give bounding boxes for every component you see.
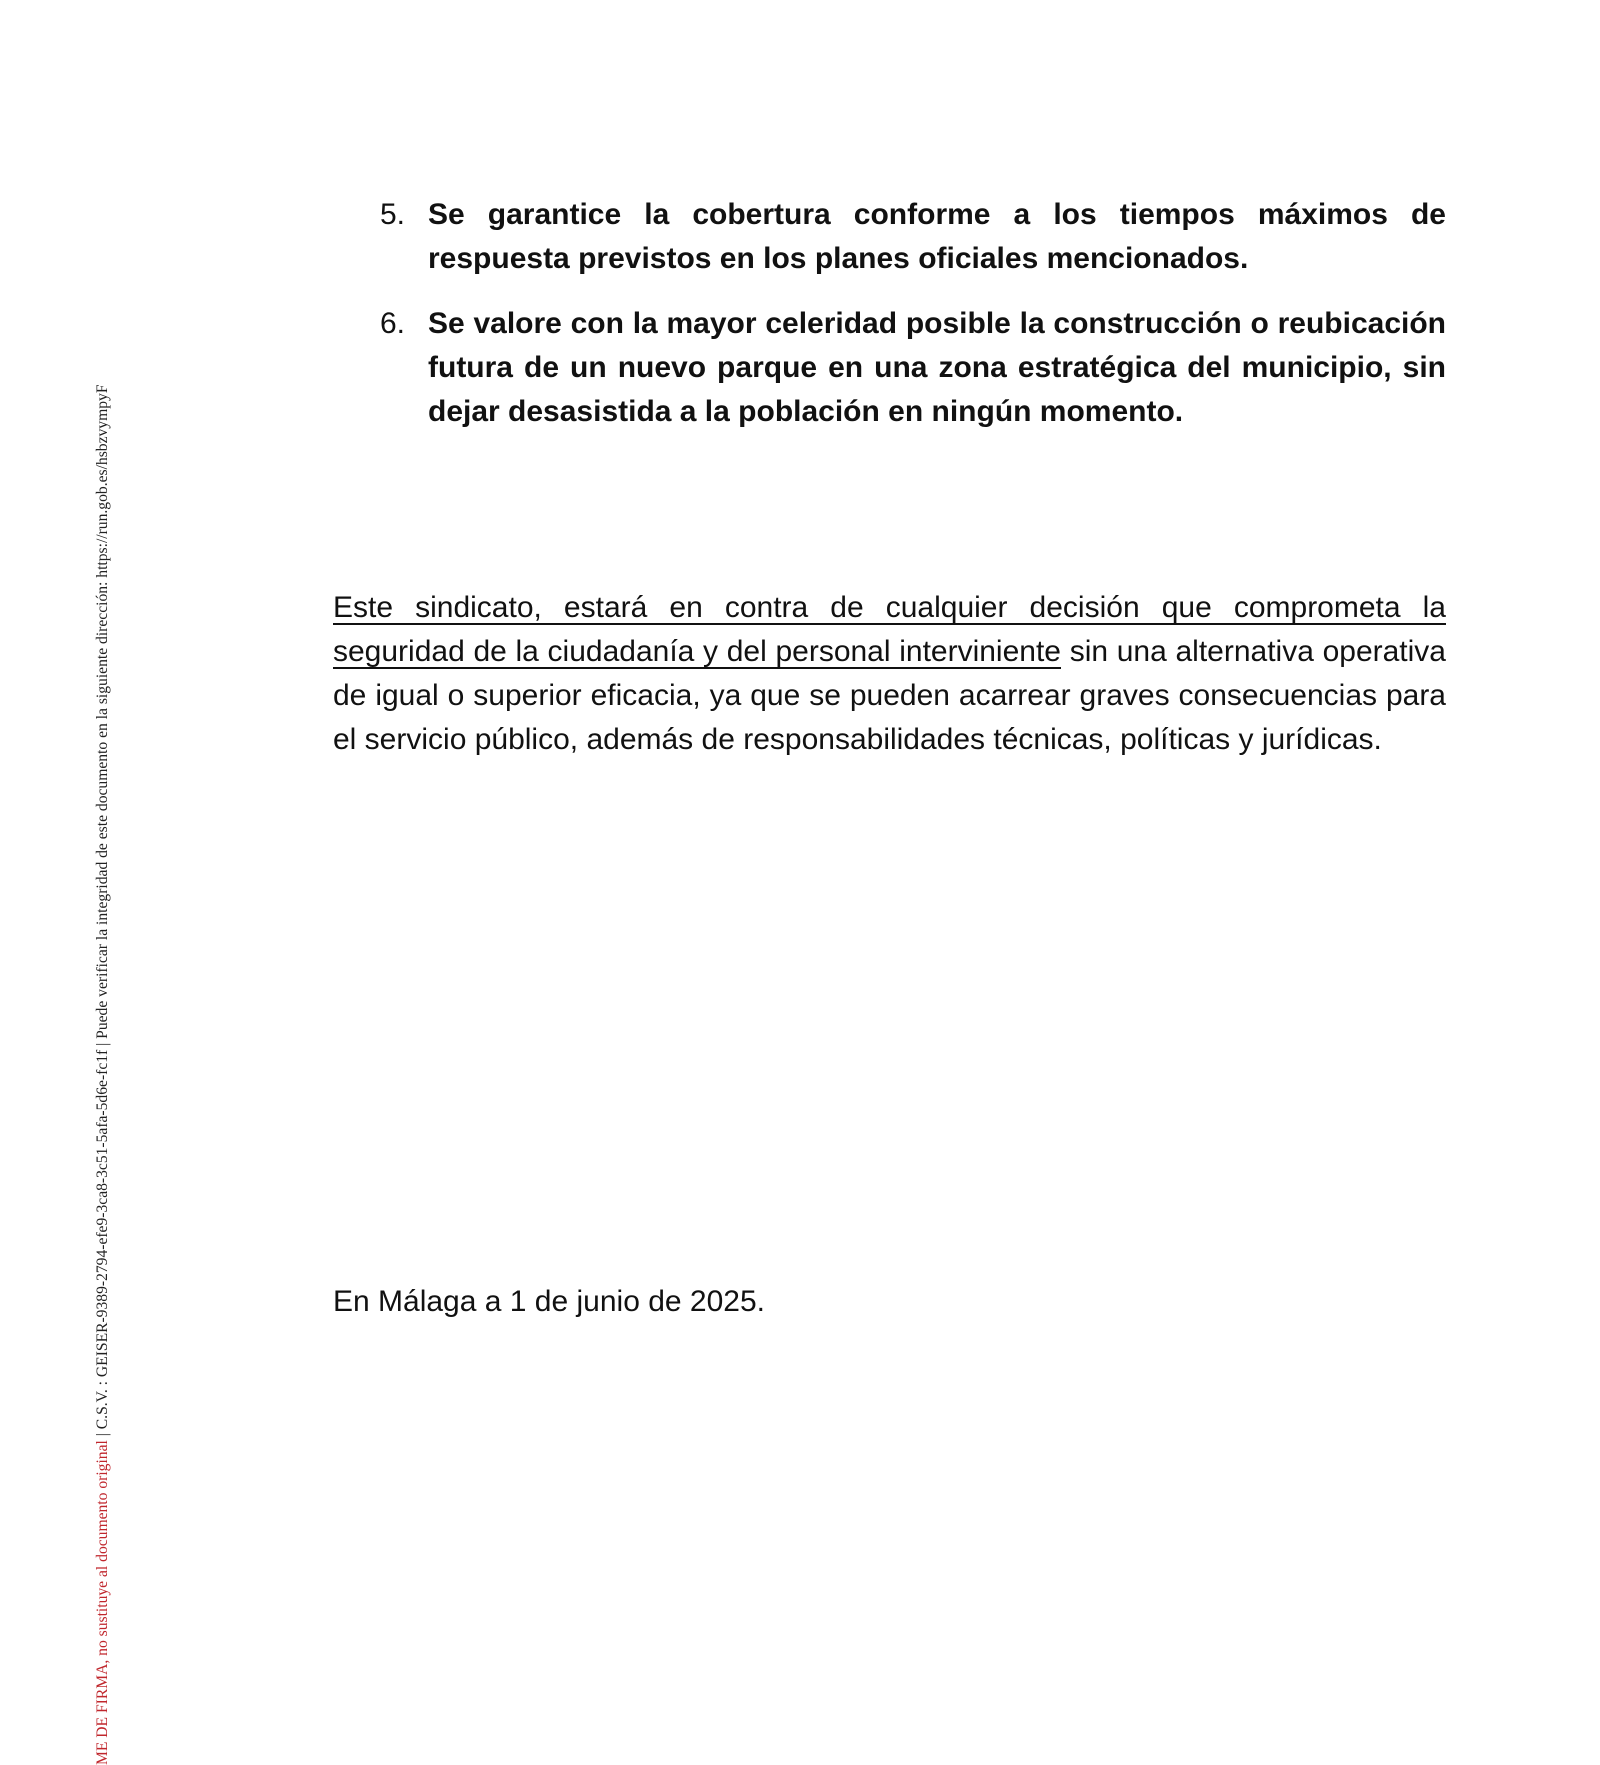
- verification-stamp: [93, 385, 113, 1765]
- underlined-statement: Este sindicato, estará en contra de cualquier decisión que comprometa la seguridad de la ciudadanía y del personal interviniente: [333, 591, 1446, 668]
- list-item-text: Se garantice la cobertura conforme a los tiempos máximos de respuesta previstos en los planes oficiales mencionados.: [428, 198, 1446, 275]
- statement-continuation: sin una alternativa operativa de igual o superior eficacia, ya que se pueden acarrear graves consecuencias para el servicio público, además de responsabilidades técnicas, políticas y jurídicas.: [333, 635, 1446, 756]
- union-statement-paragraph: [333, 586, 1446, 762]
- list-item-number: 6.: [380, 307, 406, 340]
- demands-list: [380, 193, 1446, 434]
- stamp-separator: |: [94, 1429, 111, 1441]
- place-date-line: En Málaga a 1 de junio de 2025.: [333, 1285, 765, 1318]
- list-item: [380, 302, 1446, 434]
- stamp-red-text: ME DE FIRMA, no sustituye al documento original: [94, 1440, 111, 1765]
- list-item: [380, 193, 1446, 281]
- list-item-number: 5.: [380, 198, 406, 231]
- list-item-text: Se valore con la mayor celeridad posible la construcción o reubicación futura de un nuevo parque en una zona estratégica del municipio, sin dejar desasistida a la población en ningún momento.: [428, 307, 1446, 428]
- stamp-csv-text: C.S.V. : GEISER-9389-2794-efe9-3ca8-3c51-5afa-5d6e-fc1f | Puede verificar la integridad de este documento en la siguiente dirección: https://run.gob.es/hsbzvympyF: [94, 384, 111, 1430]
